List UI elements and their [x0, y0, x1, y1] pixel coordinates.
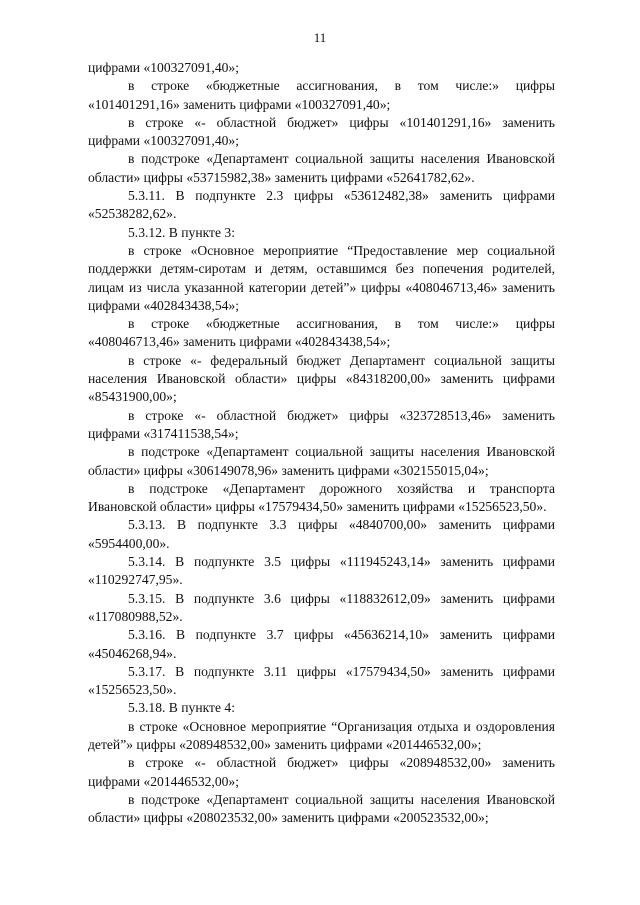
paragraph: 5.3.15. В подпункте 3.6 цифры «118832612,09» заменить цифрами «117080988,52». — [88, 590, 555, 624]
paragraph: в подстроке «Департамент дорожного хозяйства и транспорта Ивановской области» цифры «17579434,50» заменить цифрами «15256523,50». — [88, 480, 555, 515]
paragraph: в строке «- областной бюджет» цифры «323728513,46» заменить цифрами «317411538,54»; — [88, 407, 555, 441]
paragraph: в подстроке «Департамент социальной защиты населения Ивановской области» цифры «53715982,38» заменить цифрами «52641782,62». — [88, 151, 555, 185]
paragraph: 5.3.18. В пункте 4: — [128, 700, 235, 716]
paragraph: 5.3.12. В пункте 3: — [128, 224, 235, 240]
paragraph: 5.3.17. В подпункте 3.11 цифры «17579434,50» заменить цифрами «15256523,50». — [88, 663, 555, 698]
paragraph: в подстроке «Департамент социальной защиты населения Ивановской области» цифры «208023532,00» заменить цифрами «200523532,00»; — [88, 791, 555, 826]
document-body — [88, 59, 555, 827]
paragraph: в строке «бюджетные ассигнования, в том числе:» цифры «408046713,46» заменить цифрами «402843438,54»; — [88, 316, 555, 350]
page-number: 11 — [313, 30, 327, 45]
paragraph: в подстроке «Департамент социальной защиты населения Ивановской области» цифры «306149078,96» заменить цифрами «302155015,04»; — [88, 444, 555, 478]
paragraph: цифрами «100327091,40»; — [88, 60, 239, 75]
paragraph: в строке «Основное мероприятие “Предоставление мер социальной поддержки детям-сиротам и детям, оставшимся без попечения родителей, лицам из числа указанной категории детей”» цифры «408046713,46» заменить цифрами «402843438,54»; — [88, 242, 555, 313]
paragraph: в строке «Основное мероприятие “Организация отдыха и оздоровления детей”» цифры «208948532,00» заменить цифрами «201446532,00»; — [88, 718, 555, 752]
paragraph: в строке «- областной бюджет» цифры «208948532,00» заменить цифрами «201446532,00»; — [88, 755, 555, 789]
paragraph: 5.3.13. В подпункте 3.3 цифры «4840700,00» заменить цифрами «5954400,00». — [88, 517, 555, 551]
paragraph: в строке «- федеральный бюджет Департамент социальной защиты населения Ивановской области» цифры «84318200,00» заменить цифрами «85431900,00»; — [88, 352, 555, 405]
paragraph: 5.3.14. В подпункте 3.5 цифры «111945243,14» заменить цифрами «110292747,95». — [88, 554, 555, 588]
paragraph: 5.3.11. В подпункте 2.3 цифры «53612482,38» заменить цифрами «52538282,62». — [88, 188, 555, 222]
paragraph: в строке «- областной бюджет» цифры «101401291,16» заменить цифрами «100327091,40»; — [88, 114, 555, 149]
paragraph: 5.3.16. В подпункте 3.7 цифры «45636214,10» заменить цифрами «45046268,94». — [88, 627, 555, 661]
paragraph: в строке «бюджетные ассигнования, в том числе:» цифры «101401291,16» заменить цифрами «100327091,40»; — [88, 78, 555, 112]
